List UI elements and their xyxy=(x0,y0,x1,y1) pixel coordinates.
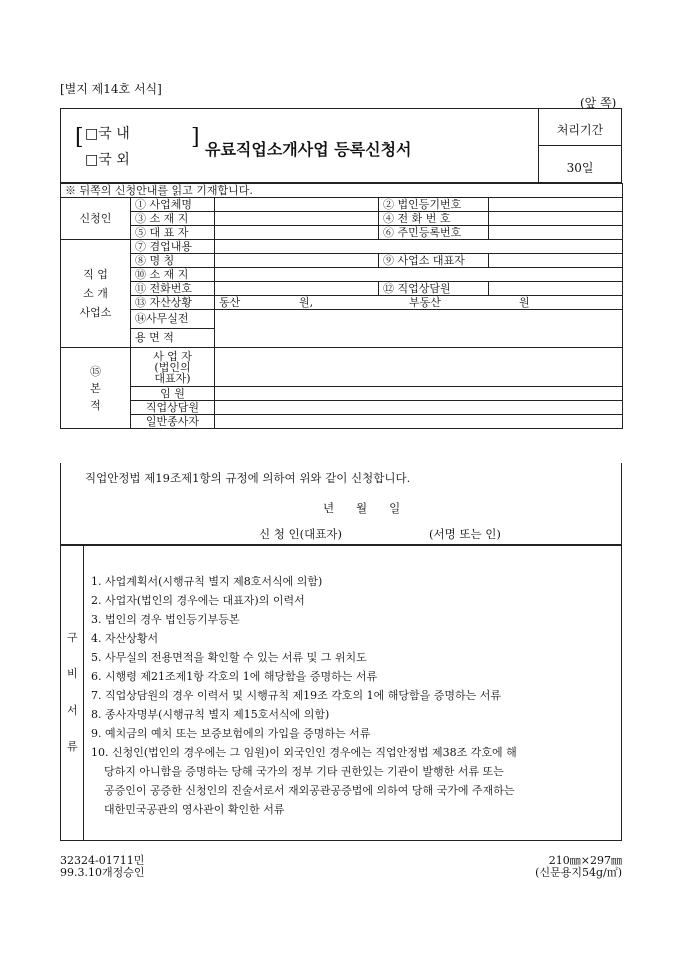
form-code: 32324-01711민 xyxy=(60,854,145,867)
business-name-field[interactable] xyxy=(215,198,379,212)
required-documents-section xyxy=(60,545,622,841)
representative-field[interactable] xyxy=(215,226,379,240)
field-label: ⑩ 소 재 지 xyxy=(131,268,215,282)
doc-item: 6. 시행령 제21조제1항 각호의 1에 해당함을 증명하는 서류 xyxy=(91,670,378,683)
doc-item: 2. 사업자(법인의 경우에는 대표자)의 이력서 xyxy=(91,594,305,607)
office-name-field[interactable] xyxy=(215,254,379,268)
address-field[interactable] xyxy=(215,212,379,226)
domicile-group-label: ⑮ 본 적 xyxy=(61,348,131,429)
field-label: ② 법인등기번호 xyxy=(379,198,489,212)
form-title: 유료직업소개사업 등록신청서 xyxy=(205,140,412,159)
form-header xyxy=(60,108,622,183)
field-label: 직업상담원 xyxy=(131,401,215,415)
doc-item: 8. 종사자명부(시행규칙 별지 제15호서식에 의함) xyxy=(91,708,330,721)
doc-item: 9. 예치금의 예치 또는 보증보험에의 가입을 증명하는 서류 xyxy=(91,727,371,740)
office-area-field[interactable] xyxy=(215,310,623,348)
field-label: 용 면 적 xyxy=(131,329,215,348)
field-label: ⑫ 직업상담원 xyxy=(379,282,489,296)
resident-number-field[interactable] xyxy=(489,226,623,240)
doc-item-continued: 대한민국공관의 영사관이 확인한 서류 xyxy=(104,803,285,816)
doc-item: 7. 직업상담원의 경우 이력서 및 시행규칙 제19조 각호의 1에 해당함을 증명하는 서류 xyxy=(91,689,501,702)
field-label: 일반종사자 xyxy=(131,415,215,429)
doc-item: 1. 사업계획서(시행규칙 별지 제8호서식에 의함) xyxy=(91,575,323,588)
form-number-label: [별지 제14호 서식] xyxy=(60,82,162,96)
field-label: ④ 전 화 번 호 xyxy=(379,212,489,226)
applicant-signer-label: 신 청 인(대표자) xyxy=(259,527,342,541)
employee-domicile-field[interactable] xyxy=(215,415,623,429)
declaration-text: 직업안정법 제19조제1항의 규정에 의하여 위와 같이 신청합니다. xyxy=(85,471,411,485)
application-table xyxy=(60,183,623,429)
field-label: ① 사업체명 xyxy=(131,198,215,212)
doc-item: 5. 사무실의 전용면적을 확인할 수 있는 서류 및 그 위치도 xyxy=(91,651,367,664)
doc-item-continued: 공증인이 공증한 신청인의 진술서로서 재외공관공증법에 의하여 당해 국가에 주재하는 xyxy=(104,784,515,797)
date-line[interactable]: 년 월 일 xyxy=(323,501,401,515)
field-label: ③ 소 재 지 xyxy=(131,212,215,226)
office-group-label: 직 업 소 개 사업소 xyxy=(61,240,131,348)
applicant-group-label: 신청인 xyxy=(61,198,131,240)
domestic-checkbox[interactable]: □국 내 xyxy=(85,126,130,142)
doc-item: 3. 법인의 경우 법인등기부등본 xyxy=(91,613,240,626)
proprietor-domicile-field[interactable] xyxy=(215,348,623,387)
office-rep-field[interactable] xyxy=(489,254,623,268)
field-label: ⑭사무실전 xyxy=(131,310,215,329)
processing-period-label: 처리기간 xyxy=(556,123,604,137)
field-label: ⑪ 전화번호 xyxy=(131,282,215,296)
overseas-checkbox[interactable]: □국 외 xyxy=(85,152,130,168)
paper-size: 210㎜×297㎜ xyxy=(548,854,622,867)
required-documents-label: 구 비 서 류 xyxy=(61,546,84,840)
field-label: ⑥ 주민등록번호 xyxy=(379,226,489,240)
assets-field[interactable]: 동산 원, 부동산 원 xyxy=(215,296,623,310)
approval-date: 99.3.10개정승인 xyxy=(60,866,145,879)
declaration-section xyxy=(60,463,622,545)
field-label: 임 원 xyxy=(131,387,215,401)
counselor-field[interactable] xyxy=(489,282,623,296)
side-business-field[interactable] xyxy=(215,240,623,254)
field-label: 사 업 자 (법인의 대표자) xyxy=(131,348,215,387)
officer-domicile-field[interactable] xyxy=(215,387,623,401)
left-bracket: [ xyxy=(75,125,84,150)
field-label: ⑤ 대 표 자 xyxy=(131,226,215,240)
page-side-label: (앞 쪽) xyxy=(580,96,617,110)
office-phone-field[interactable] xyxy=(215,282,379,296)
field-label: ⑬ 자산상황 xyxy=(131,296,215,310)
field-label: ⑦ 겸업내용 xyxy=(131,240,215,254)
processing-period-value: 30일 xyxy=(566,161,594,175)
corp-reg-number-field[interactable] xyxy=(489,198,623,212)
field-label: ⑧ 명 칭 xyxy=(131,254,215,268)
notice-text: ※ 뒤쪽의 신청안내를 읽고 기재합니다. xyxy=(61,184,623,198)
signature-field[interactable]: (서명 또는 인) xyxy=(429,527,501,541)
field-label: ⑨ 사업소 대표자 xyxy=(379,254,489,268)
doc-item-continued: 당하지 아니함을 증명하는 당해 국가의 정부 기타 권한있는 기관이 발행한 서류 또는 xyxy=(104,765,504,778)
phone-field[interactable] xyxy=(489,212,623,226)
office-address-field[interactable] xyxy=(215,268,623,282)
paper-type: (신문용지54g/㎡) xyxy=(535,866,622,879)
right-bracket: ] xyxy=(191,125,200,150)
doc-item: 10. 신청인(법인의 경우에는 그 임원)이 외국인인 경우에는 직업안정법 제38조 각호에 해 xyxy=(91,746,517,759)
doc-item: 4. 자산상황서 xyxy=(91,632,159,645)
counselor-domicile-field[interactable] xyxy=(215,401,623,415)
